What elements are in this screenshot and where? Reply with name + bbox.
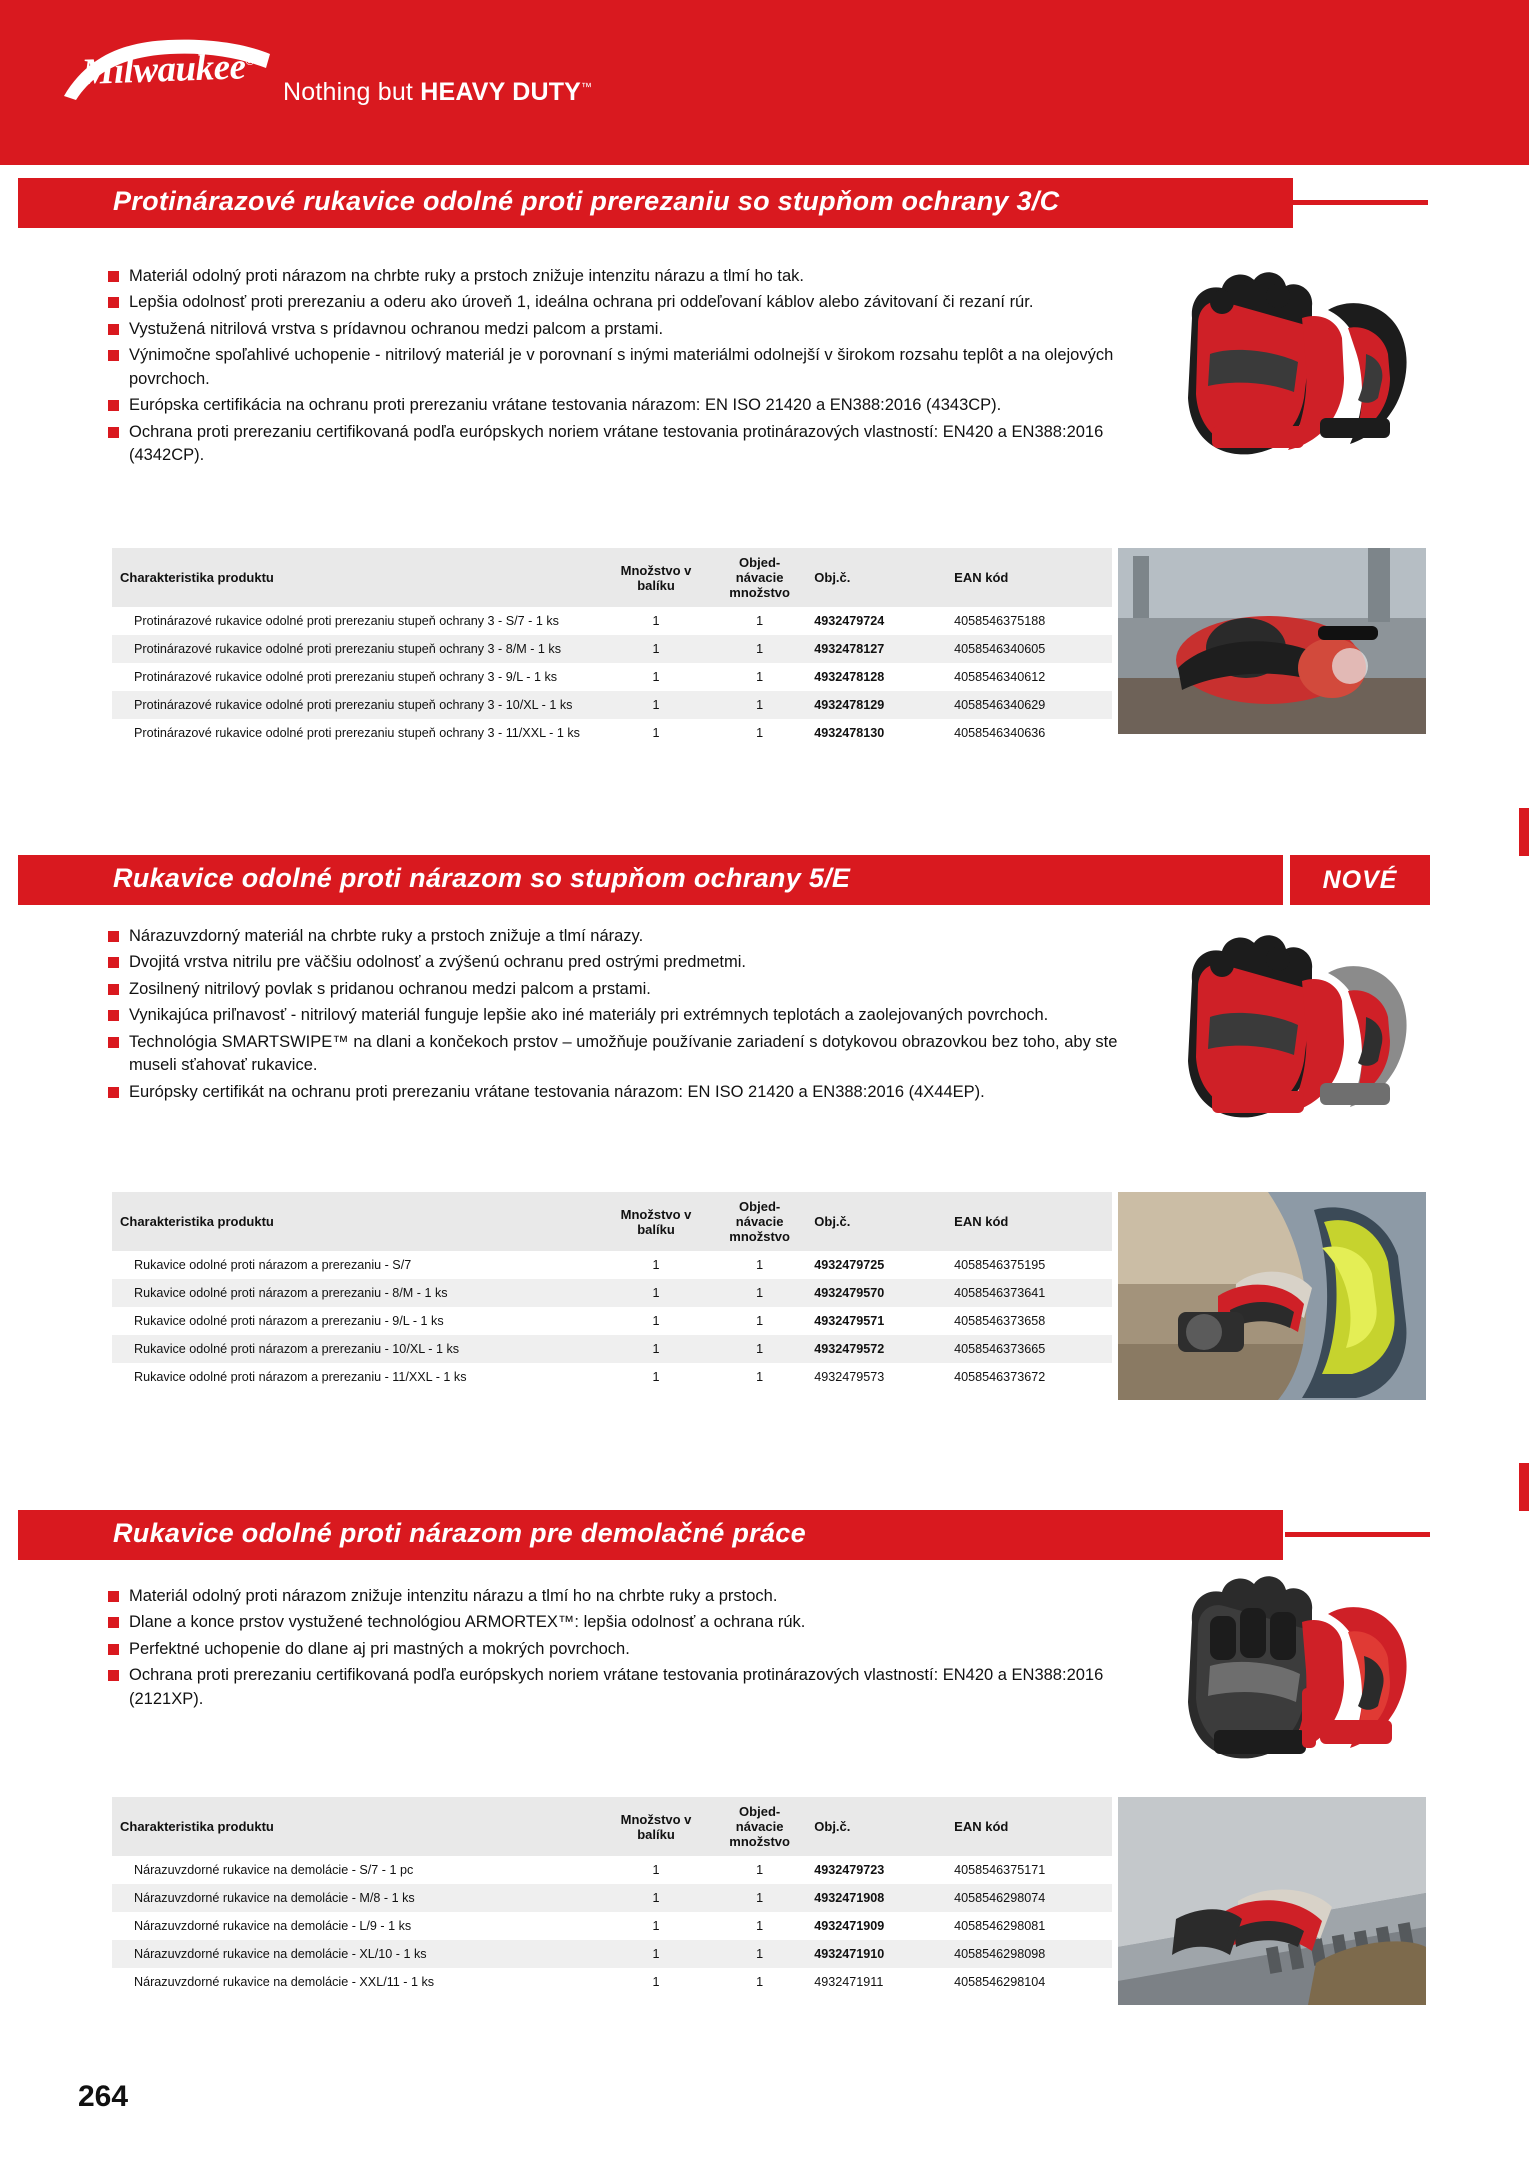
- cell-objc: 4932479725: [814, 1258, 885, 1272]
- col-order-no: Obj.č.: [806, 1192, 946, 1251]
- list-item: Technológia SMARTSWIPE™ na dlani a končekoch prstov – umožňuje používanie zariadení s dotykovou obrazovkou bez toho, aby ste museli sťahovať rukavice.: [105, 1031, 1145, 1078]
- section-title: Rukavice odolné proti nárazom so stupňom ochrany 5/E: [113, 863, 851, 893]
- cell-desc: Protinárazové rukavice odolné proti prerezaniu stupeň ochrany 3 - 10/XL - 1 ks: [112, 691, 599, 719]
- table-row: [112, 719, 1112, 747]
- product-image-gloves-3c: [1152, 258, 1462, 473]
- cell-ean: 4058546298081: [954, 1919, 1046, 1933]
- section-title: Rukavice odolné proti nárazom pre demolačné práce: [113, 1518, 806, 1548]
- section-demolition-gloves: [0, 1510, 1529, 1560]
- product-image-gloves-demo: [1152, 1560, 1462, 1780]
- feature-list-1: [105, 265, 1145, 470]
- cell-pack: 1: [652, 1919, 660, 1933]
- section-banner: [0, 178, 1529, 228]
- cell-ean: 4058546375188: [954, 614, 1046, 628]
- list-item: Ochrana proti prerezaniu certifikovaná podľa európskych noriem vrátane testovania protinárazových vlastností: EN420 a EN388:2016 (4342CP).: [105, 421, 1145, 468]
- cell-pack: 1: [652, 670, 660, 684]
- cell-objc: 4932479571: [814, 1314, 885, 1328]
- product-table-2: [112, 1192, 1112, 1391]
- cell-desc: Protinárazové rukavice odolné proti prerezaniu stupeň ochrany 3 - S/7 - 1 ks: [134, 614, 559, 628]
- table-row: [112, 663, 1112, 691]
- section-banner: [0, 855, 1529, 905]
- cell-pack: 1: [599, 1335, 713, 1363]
- cell-objc: 4932478127: [806, 635, 946, 663]
- col-order-qty: Objed- návacie množstvo: [713, 548, 806, 607]
- table-header-row: [112, 548, 1112, 607]
- table-row: [112, 1307, 1112, 1335]
- cell-objc: 4932471910: [806, 1940, 946, 1968]
- cell-pack: 1: [599, 1940, 713, 1968]
- cell-ean: 4058546375195: [954, 1258, 1046, 1272]
- new-badge: NOVÉ: [1290, 855, 1430, 905]
- section-banner: [0, 1510, 1529, 1560]
- cell-pack: 1: [599, 1884, 713, 1912]
- edge-mark: [1519, 1463, 1529, 1511]
- cell-ean: 4058546298104: [954, 1975, 1046, 1989]
- col-order-qty: Objed- návacie množstvo: [713, 1192, 806, 1251]
- cell-desc: Protinárazové rukavice odolné proti prerezaniu stupeň ochrany 3 - 8/M - 1 ks: [112, 635, 599, 663]
- feature-list-2: [105, 925, 1145, 1107]
- list-item: Európska certifikácia na ochranu proti prerezaniu vrátane testovania nárazom: EN ISO 21420 a EN388:2016 (4343CP).: [105, 394, 1145, 417]
- cell-order: 1: [756, 1863, 764, 1877]
- cell-ean: 4058546373672: [954, 1370, 1046, 1384]
- cell-desc: Rukavice odolné proti nárazom a prerezaniu - 11/XXL - 1 ks: [134, 1370, 467, 1384]
- cell-order: 1: [713, 635, 806, 663]
- cell-ean: 4058546298074: [946, 1884, 1112, 1912]
- col-pack-qty: Množstvo v balíku: [599, 1797, 713, 1856]
- table-row: [112, 1940, 1112, 1968]
- list-item: Dvojitá vrstva nitrilu pre väčšiu odolnosť a zvýšenú ochranu pred ostrými predmetmi.: [105, 951, 1145, 974]
- cell-objc: 4932471911: [814, 1975, 884, 1989]
- cell-objc: 4932479573: [814, 1370, 885, 1384]
- cell-desc: Nárazuvzdorné rukavice na demolácie - XXL/11 - 1 ks: [134, 1975, 435, 1989]
- col-ean: EAN kód: [946, 548, 1112, 607]
- cell-ean: 4058546373658: [954, 1314, 1046, 1328]
- table-row: [112, 1251, 1112, 1279]
- table-header-row: [112, 1797, 1112, 1856]
- table-row: [112, 1968, 1112, 1996]
- col-order-qty: Objed- návacie množstvo: [713, 1797, 806, 1856]
- col-order-no: Obj.č.: [806, 548, 946, 607]
- cell-pack: 1: [652, 1314, 660, 1328]
- header-tagline: Nothing but HEAVY DUTY™: [283, 78, 593, 106]
- cell-pack: 1: [652, 1975, 660, 1989]
- product-table-3: [112, 1797, 1112, 1996]
- cell-pack: 1: [599, 635, 713, 663]
- product-image-gloves-5e: [1152, 915, 1462, 1145]
- table-row: [112, 1912, 1112, 1940]
- action-photo-grinding: [1118, 1192, 1426, 1400]
- col-pack-qty: Množstvo v balíku: [599, 548, 713, 607]
- cell-order: 1: [713, 1335, 806, 1363]
- table-row: [112, 691, 1112, 719]
- section-impact-cut-3c: [0, 178, 1529, 228]
- col-order-no: Obj.č.: [806, 1797, 946, 1856]
- list-item: Vynikajúca priľnavosť - nitrilový materiál funguje lepšie ako iné materiály pri extrémnych teplotách a zaolejovaných povrchoch.: [105, 1004, 1145, 1027]
- list-item: Materiál odolný proti nárazom znižuje intenzitu nárazu a tlmí ho na chrbte ruky a prstoch.: [105, 1585, 1145, 1608]
- cell-objc: 4932479570: [806, 1279, 946, 1307]
- list-item: Dlane a konce prstov vystužené technológiou ARMORTEX™: lepšia odolnosť a ochrana rúk.: [105, 1611, 1145, 1634]
- table-row: [112, 1363, 1112, 1391]
- cell-pack: 1: [599, 691, 713, 719]
- cell-desc: Nárazuvzdorné rukavice na demolácie - L/9 - 1 ks: [134, 1919, 412, 1933]
- table-row: [112, 1856, 1112, 1884]
- cell-pack: 1: [652, 1258, 660, 1272]
- edge-mark: [1519, 808, 1529, 856]
- table-row: [112, 1279, 1112, 1307]
- cell-objc: 4932479723: [814, 1863, 885, 1877]
- cell-order: 1: [713, 1940, 806, 1968]
- cell-ean: 4058546340629: [946, 691, 1112, 719]
- list-item: Európsky certifikát na ochranu proti prerezaniu vrátane testovania nárazom: EN ISO 21420 a EN388:2016 (4X44EP).: [105, 1081, 1145, 1104]
- table-header-row: [112, 1192, 1112, 1251]
- cell-ean: 4058546340636: [954, 726, 1046, 740]
- action-photo-cutting: [1118, 548, 1426, 734]
- cell-desc: Rukavice odolné proti nárazom a prerezaniu - 9/L - 1 ks: [134, 1314, 444, 1328]
- banner-accent-line: [1293, 200, 1428, 205]
- cell-objc: 4932471908: [806, 1884, 946, 1912]
- cell-pack: 1: [652, 1863, 660, 1877]
- logo-wordmark: Milwaukee®: [80, 46, 255, 94]
- cell-order: 1: [756, 614, 764, 628]
- list-item: Zosilnený nitrilový povlak s pridanou ochranou medzi palcom a prstami.: [105, 978, 1145, 1001]
- page-number: 264: [78, 2080, 129, 2113]
- cell-pack: 1: [652, 614, 660, 628]
- cell-pack: 1: [652, 1370, 660, 1384]
- cell-desc: Nárazuvzdorné rukavice na demolácie - XL/10 - 1 ks: [112, 1940, 599, 1968]
- cell-objc: 4932478130: [814, 726, 885, 740]
- cell-pack: 1: [652, 726, 660, 740]
- list-item: Výnimočne spoľahlivé uchopenie - nitrilový materiál je v porovnaní s inými materiálmi odolnejší v širokom rozsahu teplôt a na olejových povrchoch.: [105, 344, 1145, 391]
- cell-desc: Protinárazové rukavice odolné proti prerezaniu stupeň ochrany 3 - 11/XXL - 1 ks: [134, 726, 580, 740]
- cell-order: 1: [756, 1258, 764, 1272]
- cell-order: 1: [713, 1279, 806, 1307]
- cell-order: 1: [756, 1975, 764, 1989]
- cell-desc: Rukavice odolné proti nárazom a prerezaniu - 8/M - 1 ks: [112, 1279, 599, 1307]
- table-row: [112, 635, 1112, 663]
- cell-objc: 4932478129: [806, 691, 946, 719]
- cell-objc: 4932478128: [814, 670, 885, 684]
- banner-accent-line: [1285, 1532, 1430, 1537]
- cell-ean: 4058546375171: [954, 1863, 1046, 1877]
- section-title: Protinárazové rukavice odolné proti prerezaniu so stupňom ochrany 3/C: [113, 186, 1060, 216]
- cell-ean: 4058546373641: [946, 1279, 1112, 1307]
- col-ean: EAN kód: [946, 1192, 1112, 1251]
- table-row: [112, 607, 1112, 635]
- feature-list-3: [105, 1585, 1145, 1714]
- page-header: [0, 0, 1529, 165]
- cell-objc: 4932479572: [806, 1335, 946, 1363]
- cell-order: 1: [713, 1884, 806, 1912]
- list-item: Ochrana proti prerezaniu certifikovaná podľa európskych noriem vrátane testovania protinárazových vlastností: EN420 a EN388:2016 (2121XP).: [105, 1664, 1145, 1711]
- col-ean: EAN kód: [946, 1797, 1112, 1856]
- section-impact-5e: [0, 855, 1529, 905]
- cell-desc: Nárazuvzdorné rukavice na demolácie - S/7 - 1 pc: [134, 1863, 414, 1877]
- list-item: Materiál odolný proti nárazom na chrbte ruky a prstoch znižuje intenzitu nárazu a tlmí ho tak.: [105, 265, 1145, 288]
- cell-ean: 4058546298098: [946, 1940, 1112, 1968]
- cell-desc: Rukavice odolné proti nárazom a prerezaniu - S/7: [134, 1258, 412, 1272]
- cell-order: 1: [756, 1314, 764, 1328]
- cell-order: 1: [756, 1370, 764, 1384]
- cell-ean: 4058546373665: [946, 1335, 1112, 1363]
- col-characteristics: Charakteristika produktu: [112, 1797, 599, 1856]
- list-item: Vystužená nitrilová vrstva s prídavnou ochranou medzi palcom a prstami.: [105, 318, 1145, 341]
- cell-objc: 4932471909: [814, 1919, 885, 1933]
- table-row: [112, 1335, 1112, 1363]
- col-characteristics: Charakteristika produktu: [112, 548, 599, 607]
- list-item: Perfektné uchopenie do dlane aj pri mastných a mokrých povrchoch.: [105, 1638, 1145, 1661]
- cell-order: 1: [713, 691, 806, 719]
- cell-objc: 4932479724: [814, 614, 885, 628]
- table-row: [112, 1884, 1112, 1912]
- cell-desc: Nárazuvzdorné rukavice na demolácie - M/8 - 1 ks: [112, 1884, 599, 1912]
- cell-order: 1: [756, 726, 764, 740]
- cell-pack: 1: [599, 1279, 713, 1307]
- cell-order: 1: [756, 670, 764, 684]
- milwaukee-logo: [60, 34, 275, 112]
- cell-order: 1: [756, 1919, 764, 1933]
- list-item: Nárazuvzdorný materiál na chrbte ruky a prstoch znižuje a tlmí nárazy.: [105, 925, 1145, 948]
- action-photo-demolition: [1118, 1797, 1426, 2005]
- product-table-1: [112, 548, 1112, 747]
- cell-desc: Protinárazové rukavice odolné proti prerezaniu stupeň ochrany 3 - 9/L - 1 ks: [134, 670, 558, 684]
- col-pack-qty: Množstvo v balíku: [599, 1192, 713, 1251]
- cell-ean: 4058546340612: [954, 670, 1046, 684]
- col-characteristics: Charakteristika produktu: [112, 1192, 599, 1251]
- cell-ean: 4058546340605: [946, 635, 1112, 663]
- cell-desc: Rukavice odolné proti nárazom a prerezaniu - 10/XL - 1 ks: [112, 1335, 599, 1363]
- list-item: Lepšia odolnosť proti prerezaniu a oderu ako úroveň 1, ideálna ochrana pri oddeľovaní káblov alebo závitovaní či rezaní rúr.: [105, 291, 1145, 314]
